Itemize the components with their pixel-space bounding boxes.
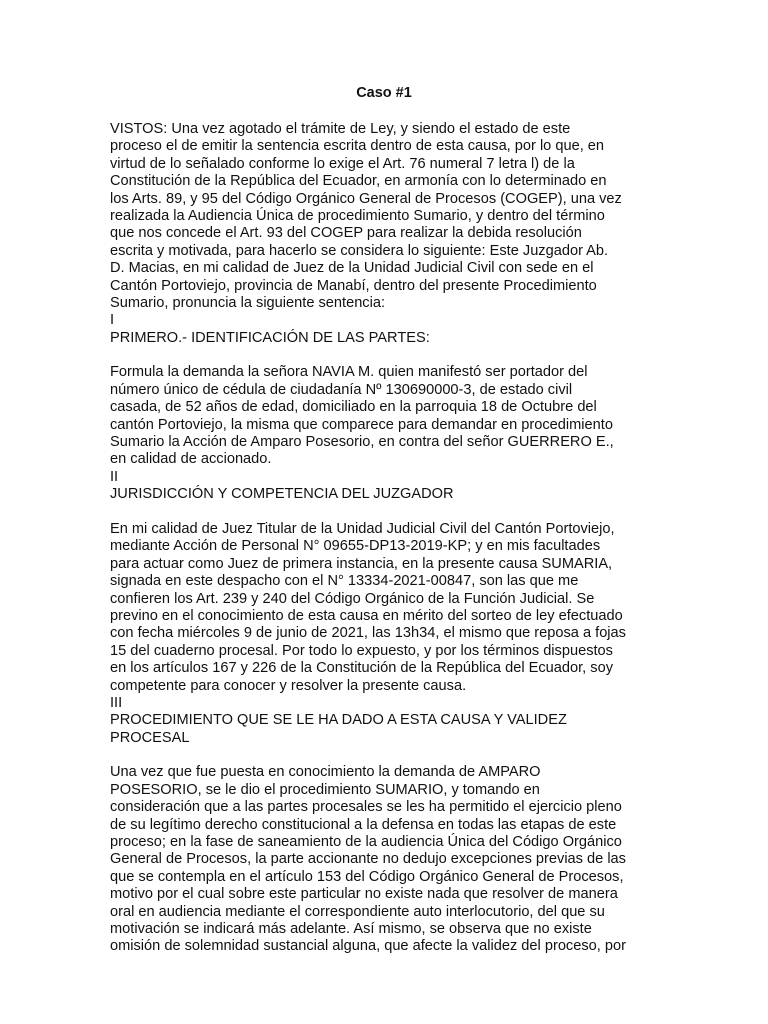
- text-line: Una vez que fue puesta en conocimiento la demanda de AMPARO: [110, 764, 541, 781]
- blank-line: [110, 747, 670, 764]
- text-line: Cantón Portoviejo, provincia de Manabí, dentro del presente Procedimiento: [110, 277, 597, 294]
- text-line: mediante Acción de Personal N° 09655-DP13-2019-KP; y en mis facultades: [110, 538, 601, 555]
- text-line: 15 del cuaderno procesal. Por todo lo expuesto, y por los términos dispuestos: [110, 642, 613, 659]
- section-number: III: [110, 694, 123, 711]
- text-line: para actuar como Juez de primera instancia, en la presente causa SUMARIA,: [110, 555, 613, 572]
- text-line: en los artículos 167 y 226 de la Constitución de la República del Ecuador, soy: [110, 660, 613, 677]
- blank-line: [110, 347, 670, 364]
- text-line: realizada la Audiencia Única de procedimiento Sumario, y dentro del término: [110, 207, 605, 224]
- section-number: I: [110, 312, 115, 329]
- text-line: los Arts. 89, y 95 del Código Orgánico General de Procesos (COGEP), una vez: [110, 190, 622, 207]
- text-line: escrita y motivada, para hacerlo se considera lo siguiente: Este Juzgador Ab.: [110, 242, 609, 259]
- text-line: proceso; en la fase de saneamiento de la audiencia Única del Código Orgánico: [110, 834, 622, 851]
- text-line: POSESORIO, se le dio el procedimiento SUMARIO, y tomando en: [110, 781, 540, 798]
- text-line: signada en este despacho con el N° 13334-2021-00847, son las que me: [110, 573, 579, 590]
- text-line: número único de cédula de ciudadanía Nº 130690000-3, de estado civil: [110, 381, 573, 398]
- section-heading: PROCESAL: [110, 729, 190, 746]
- text-line: Sumario la Acción de Amparo Posesorio, en contra del señor GUERRERO E.,: [110, 434, 614, 451]
- document-title: Caso #1: [356, 85, 412, 101]
- text-line: que nos concede el Art. 93 del COGEP para realizar la debida resolución: [110, 225, 582, 242]
- text-line: de su legítimo derecho constitucional a la defensa en todas las etapas de este: [110, 816, 617, 833]
- text-line: casada, de 52 años de edad, domiciliado en la parroquia 18 de Octubre del: [110, 399, 597, 416]
- text-line: en calidad de accionado.: [110, 451, 272, 468]
- text-line: Formula la demanda la señora NAVIA M. quien manifestó ser portador del: [110, 364, 588, 381]
- text-line: virtud de lo señalado conforme lo exige el Art. 76 numeral 7 letra l) de la: [110, 155, 575, 172]
- text-line: motivo por el cual sobre este particular no existe nada que resolver de manera: [110, 886, 618, 903]
- text-line: General de Procesos, la parte accionante no dedujo excepciones previas de las: [110, 851, 626, 868]
- section-heading: PRIMERO.- IDENTIFICACIÓN DE LAS PARTES:: [110, 329, 430, 346]
- text-line: con fecha miércoles 9 de junio de 2021, las 13h34, el mismo que reposa a fojas: [110, 625, 626, 642]
- text-line: cantón Portoviejo, la misma que comparece para demandar en procedimiento: [110, 416, 613, 433]
- text-line: motivación se indicará más adelante. Así mismo, se observa que no existe: [110, 920, 592, 937]
- text-line: competente para conocer y resolver la presente causa.: [110, 677, 467, 694]
- text-line: confieren los Art. 239 y 240 del Código Orgánico de la Función Judicial. Se: [110, 590, 595, 607]
- text-line: omisión de solemnidad sustancial alguna, que afecte la validez del proceso, por: [110, 938, 626, 955]
- text-line: proceso el de emitir la sentencia escrita dentro de esta causa, por lo que, en: [110, 138, 605, 155]
- text-line: Constitución de la República del Ecuador, en armonía con lo determinado en: [110, 173, 607, 190]
- document-body: [110, 121, 670, 956]
- text-line: previno en el conocimiento de esta causa en mérito del sorteo de ley efectuado: [110, 607, 623, 624]
- blank-line: [110, 504, 670, 521]
- section-heading: PROCEDIMIENTO QUE SE LE HA DADO A ESTA CAUSA Y VALIDEZ: [110, 712, 567, 729]
- section-heading: JURISDICCIÓN Y COMPETENCIA DEL JUZGADOR: [110, 486, 454, 503]
- text-line: VISTOS: Una vez agotado el trámite de Ley, y siendo el estado de este: [110, 121, 571, 137]
- text-line: En mi calidad de Juez Titular de la Unidad Judicial Civil del Cantón Portoviejo,: [110, 520, 615, 537]
- text-line: Sumario, pronuncia la siguiente sentencia:: [110, 294, 386, 311]
- text-line: que se contempla en el artículo 153 del Código Orgánico General de Procesos,: [110, 868, 624, 885]
- text-line: oral en audiencia mediante el correspondiente auto interlocutorio, del que su: [110, 903, 605, 920]
- text-line: consideración que a las partes procesales se les ha permitido el ejercicio pleno: [110, 799, 622, 816]
- section-number: II: [110, 468, 119, 485]
- text-line: D. Macias, en mi calidad de Juez de la Unidad Judicial Civil con sede en el: [110, 260, 594, 277]
